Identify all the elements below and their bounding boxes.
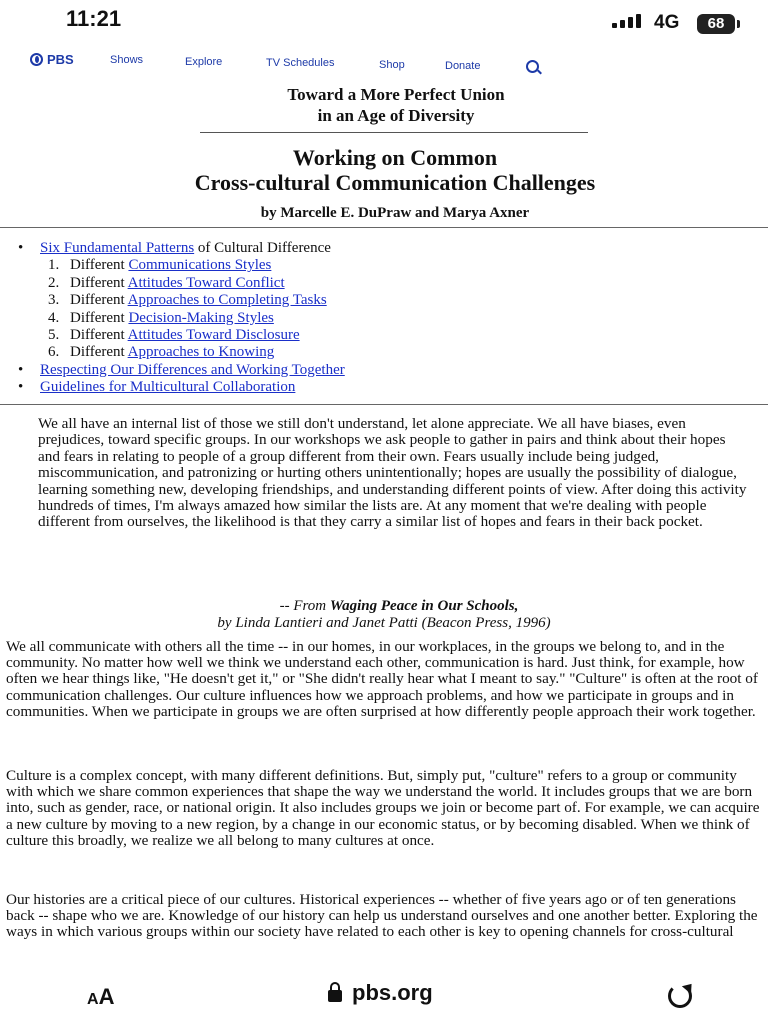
- site-nav: [0, 52, 768, 76]
- text-size-button[interactable]: [87, 984, 114, 1010]
- toc-prefix: Different: [70, 344, 128, 361]
- nav-link-explore[interactable]: Explore: [185, 56, 223, 68]
- page-title: [0, 145, 768, 195]
- toc-link-attitudes-disclosure[interactable]: Attitudes Toward Disclosure: [127, 327, 300, 344]
- table-of-contents: [18, 240, 345, 397]
- attribution-prefix: -- From: [279, 598, 330, 614]
- toc-num: 2.: [48, 274, 60, 291]
- divider: [0, 227, 768, 228]
- nav-link-tv-schedules[interactable]: TV Schedules: [266, 57, 335, 69]
- series-title-line1: Toward a More Perfect Union: [287, 85, 505, 104]
- toc-link-completing-tasks[interactable]: Approaches to Completing Tasks: [127, 292, 327, 309]
- toc-item-text: of Cultural Difference: [194, 240, 331, 256]
- reload-icon[interactable]: [668, 984, 692, 1008]
- toc-prefix: Different: [70, 274, 128, 291]
- toc-link-respecting-differences[interactable]: Respecting Our Differences and Working Together: [40, 361, 345, 378]
- toc-num: 1.: [48, 257, 60, 274]
- battery-icon: 68: [697, 14, 735, 34]
- toc-link-attitudes-conflict[interactable]: Attitudes Toward Conflict: [127, 274, 285, 291]
- attribution-line2: by Linda Lantieri and Janet Patti (Beacon Press, 1996): [217, 614, 551, 631]
- quote-attribution: [0, 598, 768, 631]
- toc-subitem: [18, 344, 345, 361]
- toc-link-approaches-knowing[interactable]: Approaches to Knowing: [127, 344, 275, 361]
- series-title: [0, 84, 768, 126]
- toc-item: [18, 362, 345, 379]
- status-bar: [0, 0, 768, 44]
- toc-subitem: [18, 257, 345, 274]
- series-title-line2: in an Age of Diversity: [317, 106, 475, 125]
- byline: by Marcelle E. DuPraw and Marya Axner: [260, 205, 530, 221]
- nav-link-shows[interactable]: Shows: [110, 54, 144, 66]
- toc-num: 4.: [48, 309, 60, 326]
- toc-prefix: Different: [70, 327, 128, 344]
- body-paragraph: We all communicate with others all the time -- in our homes, in our workplaces, in the groups we belong to, and in the community. No matter how well we think we understand each other, communication is hard. Just think, for example, how often we hear things like, "He doesn't get it," or "She didn't really hear what I meant to say." "Culture" is often at the root of communication challenges. Our culture influences how we approach problems, and how we participate in groups and in communities. When we participate in groups we are often surprised at how differently people approach their work together.: [6, 638, 758, 720]
- toc-link-guidelines[interactable]: Guidelines for Multicultural Collaboration: [40, 379, 296, 396]
- toc-link-six-patterns[interactable]: Six Fundamental Patterns: [40, 240, 195, 256]
- page-title-line1: Working on Common: [292, 145, 498, 170]
- toc-num: 5.: [48, 327, 60, 344]
- page-title-line2: Cross-cultural Communication Challenges: [194, 170, 596, 195]
- lock-icon: [328, 990, 342, 1002]
- toc-num: 3.: [48, 292, 60, 309]
- attribution-book: Waging Peace in Our Schools,: [329, 598, 519, 614]
- toc-item: [18, 379, 345, 396]
- pbs-head-icon: [30, 53, 43, 66]
- toc-num: 6.: [48, 344, 60, 361]
- toc-link-decision-making[interactable]: Decision-Making Styles: [128, 309, 274, 326]
- nav-link-shop[interactable]: Shop: [379, 59, 405, 71]
- body-paragraph: Culture is a complex concept, with many different definitions. But, simply put, "culture" refers to a group or community with which we share common experiences that shape the way we understand the world. It includes groups that we are born into, such as gender, race, or national origin. It also includes groups we join or become part of. For example, we can acquire a new culture by moving to a new region, by a change in our economic status, or by becoming disabled. When we think of culture this broadly, we realize we all belong to many cultures at once.: [6, 767, 760, 849]
- text-size-large-a: A: [98, 984, 115, 1009]
- divider: [0, 404, 768, 405]
- epigraph-quote: We all have an internal list of those we still don't understand, let alone appreciate. We all have biases, even prejudices, toward specific groups. In our workshops we ask people to gather in pairs and think about their hopes and fears in relating to people of a group different from their own. Fears usually include being judged, miscommunication, and patronizing or hurting others unintentionally; hopes are usually the possibility of dialogue, learning something new, developing friendships, and understanding different points of view. After doing this activity hundreds of times, I'm always amazed how similar the lists are. At any moment that we're dealing with people different from ourselves, the likelihood is that they carry a similar list of hopes and fears in their back pocket.: [38, 415, 747, 531]
- toc-item: [18, 240, 345, 257]
- toc-prefix: Different: [70, 292, 128, 309]
- toc-link-communications-styles[interactable]: Communications Styles: [128, 257, 272, 274]
- status-time: 11:21: [66, 6, 122, 31]
- divider: [200, 132, 588, 133]
- toc-subitem: [18, 327, 345, 344]
- toc-subitem: [18, 275, 345, 292]
- body-paragraph: Our histories are a critical piece of our cultures. Historical experiences -- whether of five years ago or of ten generations back -- shape who we are. Knowledge of our history can help us understand ourselves and one another better. Exploring the ways in which various groups within our society have related to each other is key to opening channels for cross-cultural: [6, 892, 758, 941]
- toc-subitem: [18, 310, 345, 327]
- toc-prefix: Different: [70, 257, 129, 274]
- attribution-line1: [0, 598, 768, 615]
- toc-prefix: Different: [70, 309, 129, 326]
- search-icon[interactable]: [526, 60, 539, 73]
- network-type: 4G: [654, 12, 680, 33]
- address-bar-url[interactable]: pbs.org: [352, 980, 433, 1005]
- toc-subitem: [18, 292, 345, 309]
- pbs-logo[interactable]: [30, 52, 74, 67]
- nav-link-donate[interactable]: Donate: [445, 60, 481, 72]
- signal-icon: [612, 14, 641, 28]
- text-size-small-a: A: [87, 991, 99, 1008]
- pbs-logo-text: PBS: [47, 52, 74, 67]
